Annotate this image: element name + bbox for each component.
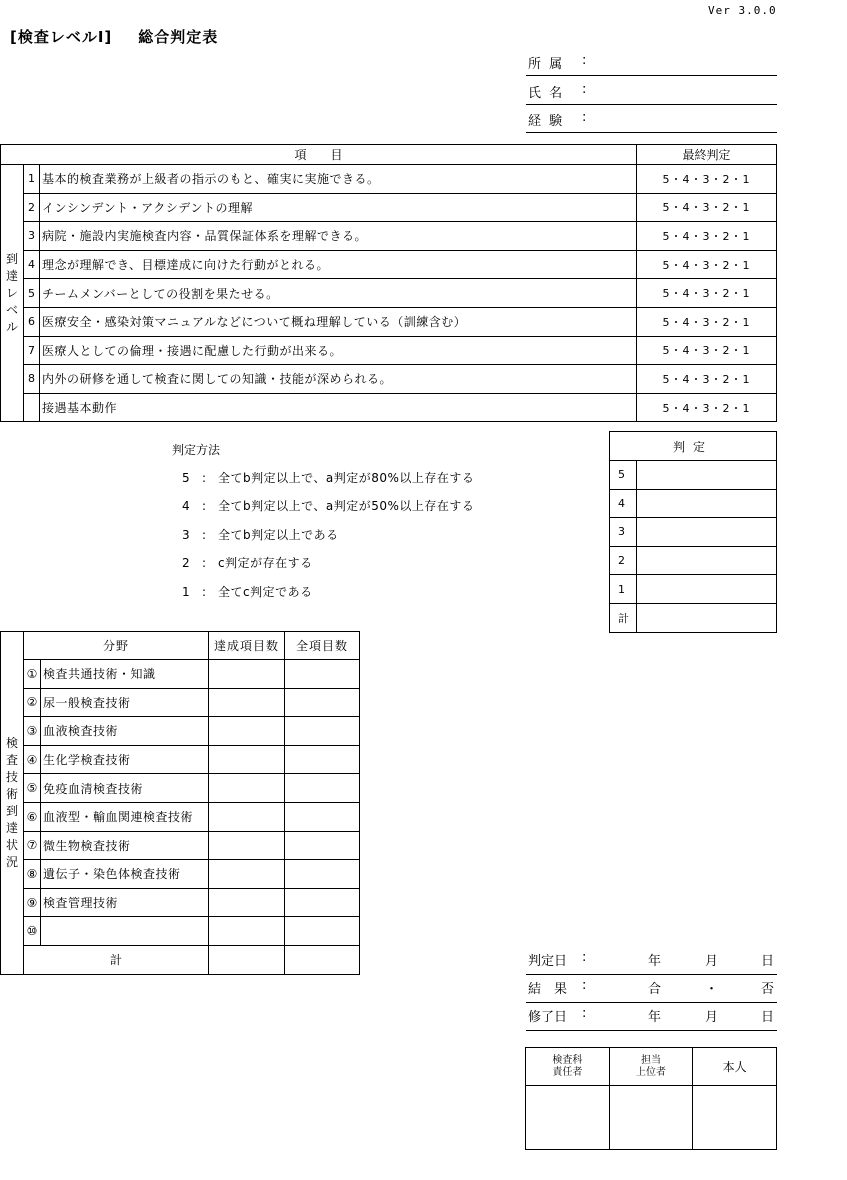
tech-row-achieved[interactable] — [209, 717, 285, 746]
level-row-text: 病院・施設内実施検査内容・品質保証体系を理解できる。 — [40, 222, 637, 251]
method-row — [182, 497, 474, 514]
level-row — [1, 365, 777, 394]
judge-row — [610, 518, 777, 547]
tech-row — [1, 774, 360, 803]
judge-value[interactable] — [637, 518, 777, 547]
tech-row — [1, 688, 360, 717]
colon: : — [582, 1006, 587, 1021]
tech-row-total[interactable] — [285, 660, 360, 689]
judge-row — [610, 575, 777, 604]
level-row-number: 3 — [24, 222, 40, 251]
supervisor-label: 担当 上位者 — [635, 1054, 666, 1078]
tech-row-total[interactable] — [285, 888, 360, 917]
level-header-item: 項 目 — [1, 145, 637, 165]
method-score: 5 — [182, 471, 191, 485]
method-score: 2 — [182, 556, 191, 570]
sign-header-self: 本人 — [693, 1048, 777, 1086]
tech-total-label: 計 — [24, 945, 209, 974]
tech-table — [0, 631, 360, 975]
tech-row-number: ④ — [24, 745, 41, 774]
info-affiliation[interactable] — [526, 48, 777, 76]
level-row-number: 1 — [24, 165, 40, 194]
method-title: 判定方法 — [172, 443, 221, 457]
level-row-scale[interactable]: 5・4・3・2・1 — [637, 222, 777, 251]
judge-value[interactable] — [637, 603, 777, 632]
method-text: 全てb判定以上で、a判定が80%以上存在する — [218, 471, 475, 485]
page-title — [10, 26, 218, 47]
tech-row-number: ⑧ — [24, 860, 41, 889]
tech-row-field: 血液検査技術 — [41, 717, 209, 746]
method-text: 全てc判定である — [218, 585, 313, 599]
level-row-text: 基本的検査業務が上級者の指示のもと、確実に実施できる。 — [40, 165, 637, 194]
method-text: 全てb判定以上である — [218, 528, 339, 542]
completion-date-label: 修了日 — [528, 1010, 568, 1025]
judge-key: 2 — [610, 546, 637, 575]
level-row-number: 8 — [24, 365, 40, 394]
tech-row-field: 尿一般検査技術 — [41, 688, 209, 717]
tech-row-total[interactable] — [285, 745, 360, 774]
tech-row — [1, 831, 360, 860]
level-row-scale[interactable]: 5・4・3・2・1 — [637, 193, 777, 222]
judge-date-field[interactable] — [526, 947, 777, 975]
judge-row — [610, 461, 777, 490]
tech-row-number: ⑩ — [24, 917, 41, 946]
judge-date-label: 判定日 — [528, 954, 568, 969]
method-score: 4 — [182, 499, 191, 513]
pass-label: 合 — [648, 982, 662, 997]
level-header-final: 最終判定 — [637, 145, 777, 165]
judge-value[interactable] — [637, 575, 777, 604]
separator: ・ — [705, 982, 719, 997]
title-level: [検査レベルⅠ] — [10, 28, 113, 46]
method-row — [182, 526, 339, 543]
judge-key: 3 — [610, 518, 637, 547]
level-row-number: 2 — [24, 193, 40, 222]
tech-row — [1, 860, 360, 889]
method-row — [182, 469, 474, 486]
tech-row-total[interactable] — [285, 802, 360, 831]
tech-row-field: 微生物検査技術 — [41, 831, 209, 860]
info-colon: : — [582, 53, 589, 68]
info-experience[interactable] — [526, 105, 777, 133]
judge-key: 4 — [610, 489, 637, 518]
year-label: 年 — [648, 1010, 662, 1025]
judge-key: 計 — [610, 603, 637, 632]
month-label: 月 — [705, 1010, 719, 1025]
tech-row-total[interactable] — [285, 688, 360, 717]
level-side-label: 到 達 レ ベ ル — [1, 165, 24, 422]
tech-row-achieved[interactable] — [209, 745, 285, 774]
level-row — [1, 307, 777, 336]
tech-row-number: ⑨ — [24, 888, 41, 917]
judge-key: 5 — [610, 461, 637, 490]
tech-row-number: ① — [24, 660, 41, 689]
level-row-text: 接遇基本動作 — [40, 393, 637, 422]
sign-header-supervisor — [609, 1048, 693, 1086]
tech-row-achieved[interactable] — [209, 660, 285, 689]
info-affiliation-label: 所 属 — [528, 57, 565, 72]
level-table — [0, 144, 777, 422]
tech-header-row — [1, 632, 360, 660]
tech-row-number: ⑦ — [24, 831, 41, 860]
judge-value[interactable] — [637, 546, 777, 575]
method-colon: : — [202, 471, 207, 485]
level-row-scale[interactable]: 5・4・3・2・1 — [637, 393, 777, 422]
tech-row — [1, 717, 360, 746]
tech-row — [1, 888, 360, 917]
tech-row-field: 検査管理技術 — [41, 888, 209, 917]
tech-row-total[interactable] — [285, 774, 360, 803]
tech-row-number: ⑤ — [24, 774, 41, 803]
method-text: 全てb判定以上で、a判定が50%以上存在する — [218, 499, 475, 513]
level-row-text: 医療人としての倫理・接遇に配慮した行動が出来る。 — [40, 336, 637, 365]
sign-box-self[interactable] — [693, 1086, 777, 1150]
level-row — [1, 165, 777, 194]
tech-total-row — [1, 945, 360, 974]
tech-total-total[interactable] — [285, 945, 360, 974]
level-row-number: 4 — [24, 250, 40, 279]
tech-header-total: 全項目数 — [285, 632, 360, 660]
sign-box-dept-head[interactable] — [526, 1086, 610, 1150]
tech-row-field — [41, 917, 209, 946]
tech-row-field: 血液型・輸血関連検査技術 — [41, 802, 209, 831]
tech-row-field: 免疫血清検査技術 — [41, 774, 209, 803]
method-row — [182, 554, 313, 571]
method-colon: : — [202, 499, 207, 513]
level-row-text: 医療安全・感染対策マニュアルなどについて概ね理解している（訓練含む） — [40, 307, 637, 336]
tech-row-number: ③ — [24, 717, 41, 746]
tech-header-field: 分野 — [24, 632, 209, 660]
tech-header-achieved: 達成項目数 — [209, 632, 285, 660]
version-label: Ver 3.0.0 — [708, 4, 777, 17]
tech-row-achieved[interactable] — [209, 917, 285, 946]
month-label: 月 — [705, 954, 719, 969]
method-colon: : — [202, 528, 207, 542]
signature-table — [525, 1047, 777, 1150]
result-label: 結 果 — [528, 982, 568, 997]
level-row-text: 理念が理解でき、目標達成に向けた行動がとれる。 — [40, 250, 637, 279]
level-row — [1, 250, 777, 279]
info-colon: : — [582, 110, 589, 125]
tech-row-field: 遺伝子・染色体検査技術 — [41, 860, 209, 889]
method-colon: : — [202, 556, 207, 570]
method-text: c判定が存在する — [218, 556, 313, 570]
tech-row-number: ② — [24, 688, 41, 717]
day-label: 日 — [761, 1010, 775, 1025]
level-row — [1, 279, 777, 308]
fail-label: 否 — [761, 982, 775, 997]
method-row — [182, 583, 313, 600]
year-label: 年 — [648, 954, 662, 969]
judge-value[interactable] — [637, 461, 777, 490]
tech-row-field: 検査共通技術・知識 — [41, 660, 209, 689]
level-row-scale[interactable]: 5・4・3・2・1 — [637, 165, 777, 194]
level-row-number: 7 — [24, 336, 40, 365]
judge-table — [609, 431, 777, 633]
level-row — [1, 336, 777, 365]
level-row-scale[interactable]: 5・4・3・2・1 — [637, 336, 777, 365]
level-row — [1, 393, 777, 422]
method-score: 1 — [182, 585, 191, 599]
method-score: 3 — [182, 528, 191, 542]
level-row-text: チームメンバーとしての役割を果たせる。 — [40, 279, 637, 308]
level-row-scale[interactable]: 5・4・3・2・1 — [637, 279, 777, 308]
completion-date-field[interactable] — [526, 1003, 777, 1031]
tech-row-total[interactable] — [285, 917, 360, 946]
tech-row-achieved[interactable] — [209, 888, 285, 917]
colon: : — [582, 950, 587, 965]
sign-box-supervisor[interactable] — [609, 1086, 693, 1150]
level-row — [1, 193, 777, 222]
info-name[interactable] — [526, 77, 777, 105]
tech-row — [1, 802, 360, 831]
level-row-number: 6 — [24, 307, 40, 336]
colon: : — [582, 978, 587, 993]
tech-row — [1, 660, 360, 689]
tech-row-total[interactable] — [285, 860, 360, 889]
tech-row-achieved[interactable] — [209, 831, 285, 860]
tech-row-field: 生化学検査技術 — [41, 745, 209, 774]
judge-key: 1 — [610, 575, 637, 604]
judge-header: 判定 — [610, 432, 777, 461]
tech-row-achieved[interactable] — [209, 802, 285, 831]
level-row — [1, 222, 777, 251]
method-colon: : — [202, 585, 207, 599]
judge-row — [610, 489, 777, 518]
level-row-text: 内外の研修を通して検査に関しての知識・技能が深められる。 — [40, 365, 637, 394]
tech-total-achieved[interactable] — [209, 945, 285, 974]
tech-row — [1, 917, 360, 946]
judge-row — [610, 603, 777, 632]
judge-row — [610, 546, 777, 575]
tech-row-achieved[interactable] — [209, 860, 285, 889]
level-row-scale[interactable]: 5・4・3・2・1 — [637, 307, 777, 336]
tech-row-achieved[interactable] — [209, 688, 285, 717]
title-main: 総合判定表 — [138, 28, 219, 46]
day-label: 日 — [761, 954, 775, 969]
level-row-scale[interactable]: 5・4・3・2・1 — [637, 365, 777, 394]
dept-head-label: 検査科 責任者 — [552, 1054, 583, 1078]
tech-side-label: 検 査 技 術 到 達 状 況 — [1, 632, 24, 975]
tech-row — [1, 745, 360, 774]
sign-header-dept-head — [526, 1048, 610, 1086]
tech-row-number: ⑥ — [24, 802, 41, 831]
tech-row-achieved[interactable] — [209, 774, 285, 803]
judge-value[interactable] — [637, 489, 777, 518]
tech-row-total[interactable] — [285, 831, 360, 860]
tech-row-total[interactable] — [285, 717, 360, 746]
info-experience-label: 経 験 — [528, 114, 565, 129]
level-row-scale[interactable]: 5・4・3・2・1 — [637, 250, 777, 279]
level-row-text: インシンデント・アクシデントの理解 — [40, 193, 637, 222]
info-name-label: 氏 名 — [528, 86, 565, 101]
level-row-number: 5 — [24, 279, 40, 308]
info-colon: : — [582, 82, 589, 97]
level-row-number — [24, 393, 40, 422]
result-field[interactable] — [526, 975, 777, 1003]
